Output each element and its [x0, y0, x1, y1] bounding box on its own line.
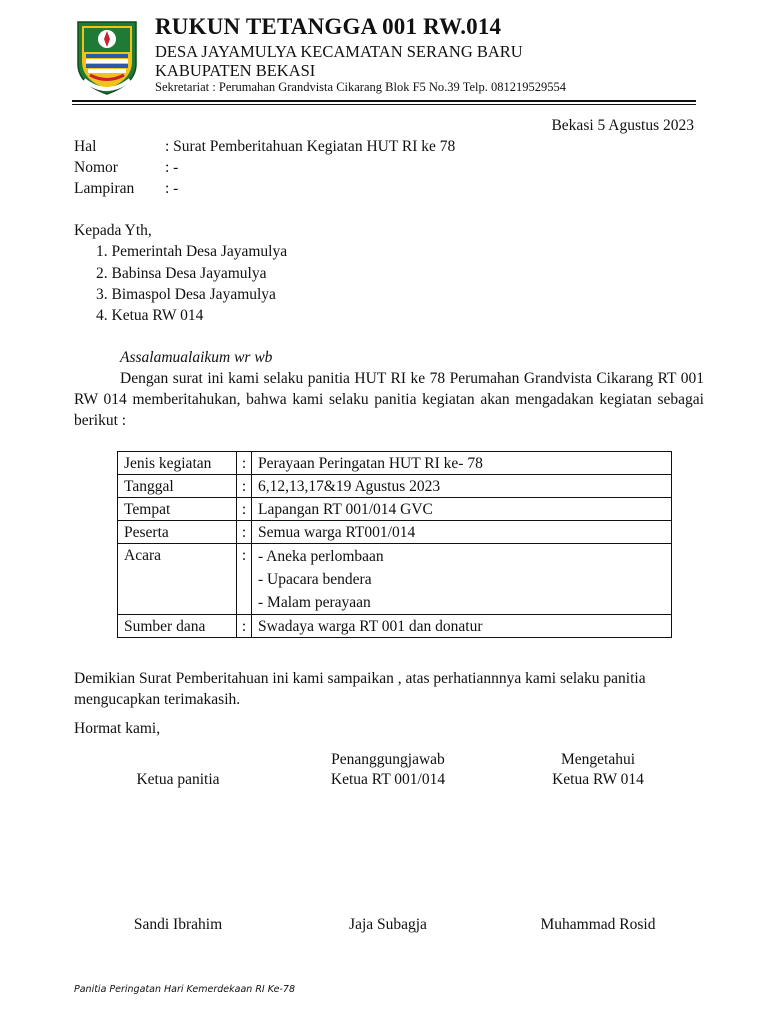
org-subtitle-2: KABUPATEN BEKASI — [155, 61, 316, 80]
row-value: Swadaya warga RT 001 dan donatur — [252, 615, 672, 638]
signature-1-role: Ketua panitia — [136, 771, 220, 788]
header-rule-thick — [72, 100, 696, 102]
row-value-list — [252, 544, 672, 615]
acara-item: - Malam perayaan — [258, 594, 371, 611]
acara-item: - Upacara bendera — [258, 571, 372, 588]
recipient-item: 3. Bimaspol Desa Jayamulya — [96, 286, 276, 303]
row-separator: : — [237, 544, 252, 615]
signature-3-top: Mengetahui — [560, 751, 636, 768]
table-row — [118, 475, 672, 498]
row-label: Jenis kegiatan — [118, 452, 237, 475]
row-label: Tanggal — [118, 475, 237, 498]
recipient-item: 1. Pemerintah Desa Jayamulya — [96, 243, 288, 260]
secretariat-address: Sekretariat : Perumahan Grandvista Cikarang Blok F5 No.39 Telp. 081219529554 — [155, 80, 566, 94]
row-separator: : — [237, 521, 252, 544]
row-label: Acara — [118, 544, 237, 615]
signature-3-role: Ketua RW 014 — [552, 771, 644, 788]
recipient-item: 2. Babinsa Desa Jayamulya — [96, 265, 267, 282]
event-info-table — [117, 451, 672, 638]
signature-2-top: Penanggungjawab — [331, 751, 445, 768]
row-value: 6,12,13,17&19 Agustus 2023 — [252, 475, 672, 498]
org-subtitle-1: DESA JAYAMULYA KECAMATAN SERANG BARU — [155, 42, 523, 61]
recipient-greeting: Kepada Yth, — [74, 222, 152, 239]
row-value: Perayaan Peringatan HUT RI ke- 78 — [252, 452, 672, 475]
meta-value-hal: : Surat Pemberitahuan Kegiatan HUT RI ke 78 — [165, 138, 456, 155]
table-row — [118, 615, 672, 638]
meta-value-nomor: : - — [165, 159, 179, 176]
intro-paragraph-text: Dengan surat ini kami selaku panitia HUT RI ke 78 Perumahan Grandvista Cikarang RT 001 RW 014 memberitahukan, bahwa kami selaku panitia kegiatan akan mengadakan kegiatan sebagai berikut : — [74, 370, 704, 429]
meta-value-lampiran: : - — [165, 180, 179, 197]
header-rule-thin — [72, 104, 696, 105]
table-row — [118, 521, 672, 544]
row-separator: : — [237, 452, 252, 475]
table-row — [118, 498, 672, 521]
row-label: Sumber dana — [118, 615, 237, 638]
recipient-item: 4. Ketua RW 014 — [96, 307, 204, 324]
footer-note: Panitia Peringatan Hari Kemerdekaan RI Ke-78 — [74, 984, 296, 995]
table-row — [118, 452, 672, 475]
kabupaten-bekasi-logo — [74, 18, 140, 96]
row-separator: : — [237, 475, 252, 498]
salutation: Assalamualaikum wr wb — [120, 349, 273, 366]
row-value: Lapangan RT 001/014 GVC — [252, 498, 672, 521]
signature-2-role: Ketua RT 001/014 — [330, 771, 446, 788]
signature-2-name: Jaja Subagja — [349, 916, 427, 933]
closing-paragraph: Demikian Surat Pemberitahuan ini kami sampaikan , atas perhatiannnya kami selaku panitia mengucapkan terimakasih. — [74, 670, 646, 708]
letter-date: Bekasi 5 Agustus 2023 — [551, 117, 694, 134]
row-separator: : — [237, 498, 252, 521]
signature-3-name: Muhammad Rosid — [540, 916, 656, 933]
meta-label-nomor: Nomor — [74, 159, 118, 176]
regards: Hormat kami, — [74, 720, 161, 737]
row-separator: : — [237, 615, 252, 638]
row-label: Peserta — [118, 521, 237, 544]
row-value: Semua warga RT001/014 — [252, 521, 672, 544]
acara-item: - Aneka perlombaan — [258, 548, 384, 565]
row-label: Tempat — [118, 498, 237, 521]
intro-paragraph — [74, 368, 704, 431]
meta-label-lampiran: Lampiran — [74, 180, 135, 197]
table-row — [118, 544, 672, 615]
org-title: RUKUN TETANGGA 001 RW.014 — [155, 14, 502, 39]
meta-label-hal: Hal — [74, 138, 97, 155]
signature-1-name: Sandi Ibrahim — [133, 916, 223, 933]
